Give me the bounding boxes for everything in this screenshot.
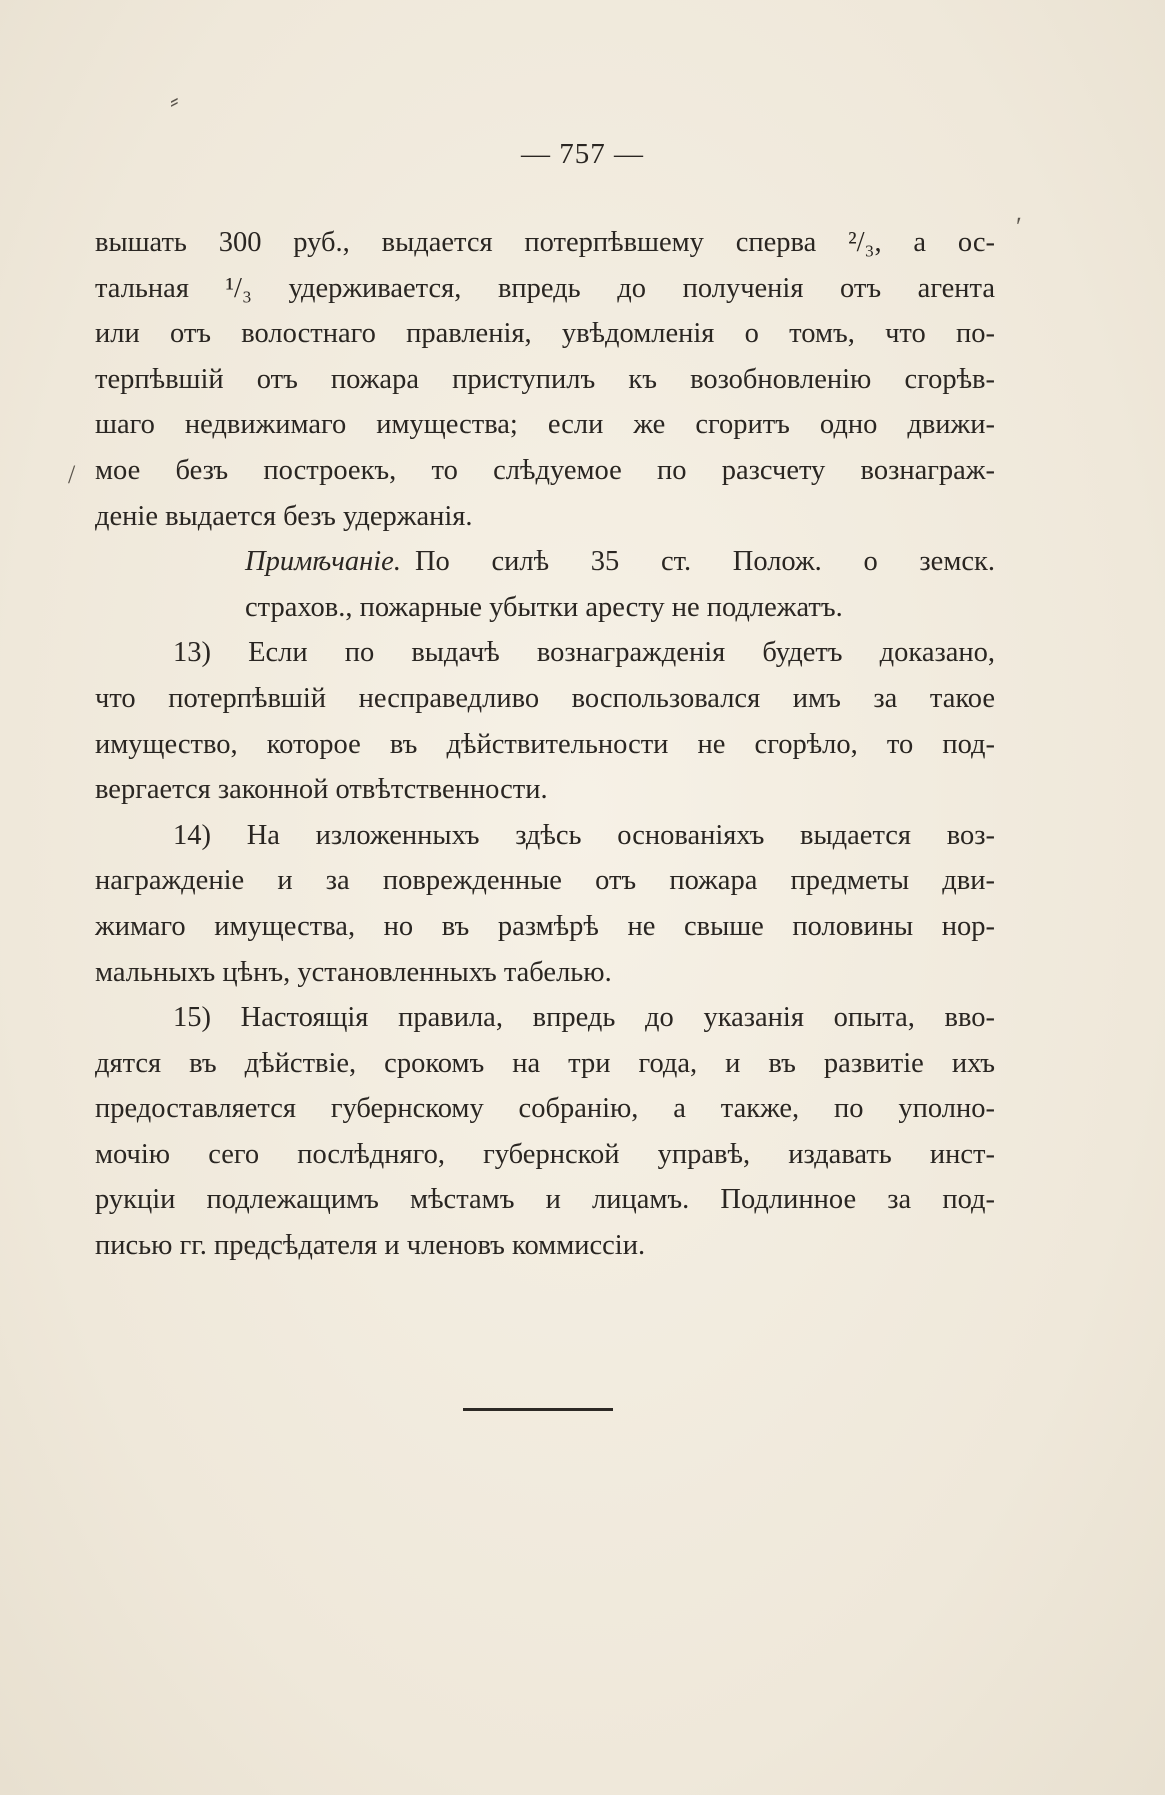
line-text: или отъ волостнаго правленія, увѣдомленія о томъ, что по-	[95, 318, 995, 350]
text-line	[95, 448, 995, 494]
text-line	[95, 220, 995, 266]
line-text: мальныхъ цѣнъ, установленныхъ табелью.	[95, 956, 612, 988]
text-line	[95, 266, 995, 312]
line-text: имущество, которое въ дѣйствительности не сгорѣло, то под-	[95, 728, 995, 760]
line-text: жимаго имущества, но въ размѣрѣ не свыше половины нор-	[95, 910, 995, 942]
line-text: писью гг. предсѣдателя и членовъ коммиссіи.	[95, 1230, 646, 1262]
line-text: 13) Если по выдачѣ вознагражденія будетъ доказано,	[173, 637, 995, 669]
line-text: предоставляется губернскому собранію, а также, по уполно-	[95, 1093, 995, 1125]
line-text: вышать 300 руб., выдается потерпѣвшему сперва ²/₃, а ос-	[95, 227, 995, 258]
line-text: деніе выдается безъ удержанія.	[95, 500, 473, 532]
text-line	[95, 311, 995, 357]
page-number: — 757 —	[521, 138, 644, 170]
text-line	[95, 858, 995, 904]
text-line	[95, 402, 995, 448]
text-line	[95, 1223, 995, 1269]
ink-mark: ⸗	[170, 86, 179, 115]
line-text: вергается законной отвѣтственности.	[95, 774, 548, 806]
line-text: мочію сего послѣдняго, губернской управѣ, издавать инст-	[95, 1138, 995, 1170]
line-text: награжденіе и за поврежденные отъ пожара предметы дви-	[95, 865, 995, 897]
line-text: По силѣ 35 ст. Полож. о земск.	[414, 546, 995, 578]
text-line	[95, 357, 995, 403]
line-text: шаго недвижимаго имущества; если же сгоритъ одно движи-	[95, 409, 995, 441]
text-line	[95, 813, 995, 859]
text-line	[95, 995, 995, 1041]
text-line	[95, 904, 995, 950]
line-text: тальная ¹/₃ удерживается, впредь до полученія отъ агента	[95, 272, 995, 304]
end-rule	[463, 1408, 613, 1411]
line-text: что потерпѣвшій несправедливо воспользовался имъ за такое	[95, 682, 995, 714]
text-line	[95, 1041, 995, 1087]
text-line	[95, 494, 995, 540]
margin-mark: ʹ	[1016, 212, 1022, 241]
text-line	[95, 539, 995, 585]
note-label: Примѣчаніе.	[245, 546, 401, 578]
text-line	[95, 630, 995, 676]
text-line	[95, 1132, 995, 1178]
line-text: мое безъ построекъ, то слѣдуемое по разсчету вознаграж-	[95, 454, 995, 486]
line-text: 14) На изложенныхъ здѣсь основаніяхъ выдается воз-	[173, 819, 995, 851]
margin-mark: /	[68, 460, 76, 489]
text-line	[95, 1086, 995, 1132]
text-line	[95, 676, 995, 722]
line-text: 15) Настоящія правила, впредь до указанія опыта, вво-	[173, 1002, 995, 1034]
text-line	[95, 1177, 995, 1223]
line-text: страхов., пожарные убытки аресту не подлежатъ.	[245, 591, 843, 623]
text-line	[95, 585, 995, 631]
line-text: терпѣвшій отъ пожара приступилъ къ возобновленію сгорѣв-	[95, 363, 995, 395]
text-line	[95, 950, 995, 996]
body-text	[95, 220, 995, 1269]
text-line	[95, 722, 995, 768]
line-text: дятся въ дѣйствіе, срокомъ на три года, и въ развитіе ихъ	[95, 1047, 995, 1079]
text-line	[95, 767, 995, 813]
line-text: рукціи подлежащимъ мѣстамъ и лицамъ. Подлинное за под-	[95, 1184, 995, 1216]
